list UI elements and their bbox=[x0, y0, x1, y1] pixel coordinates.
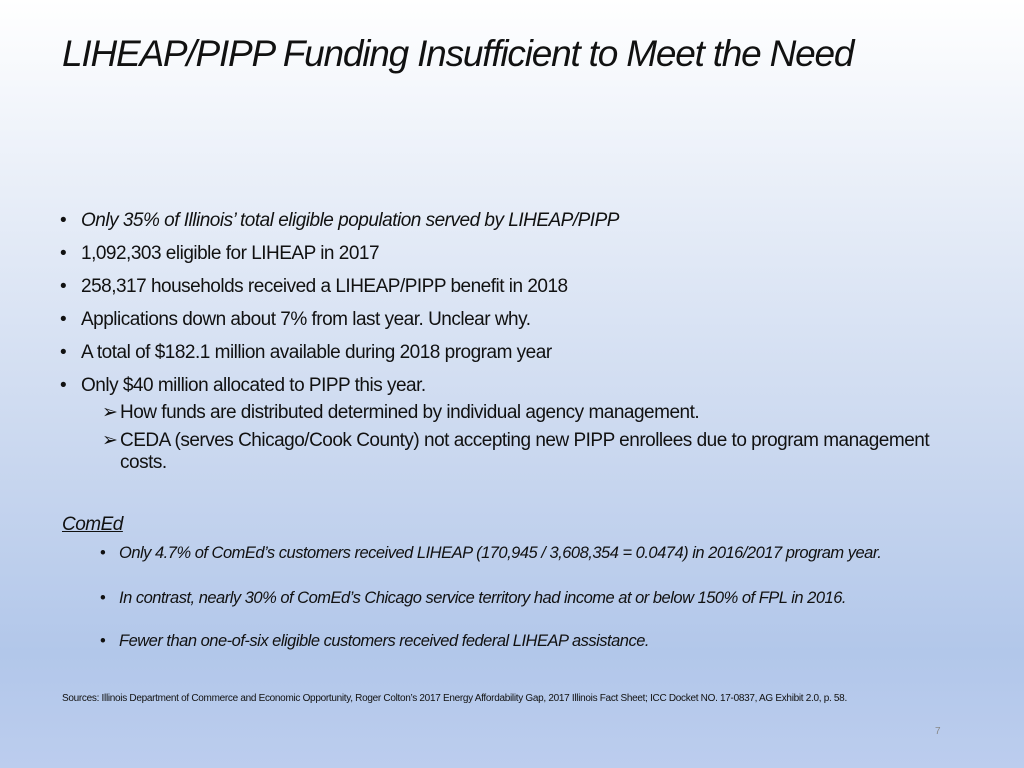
bullet-item bbox=[60, 242, 379, 266]
bullet-text: 258,317 households received a LIHEAP/PIPP benefit in 2018 bbox=[81, 276, 568, 297]
bullet-icon: • bbox=[60, 375, 67, 396]
slide-title: LIHEAP/PIPP Funding Insufficient to Meet the Need bbox=[62, 33, 854, 74]
bullet-text: Only 35% of Illinois’ total eligible population served by LIHEAP/PIPP bbox=[81, 210, 619, 231]
bullet-icon: • bbox=[100, 589, 106, 607]
bullet-text: Only $40 million allocated to PIPP this year. bbox=[81, 375, 426, 396]
bullet-item bbox=[60, 275, 568, 299]
bullet-item bbox=[60, 341, 552, 365]
sources-footnote: Sources: Illinois Department of Commerce and Economic Opportunity, Roger Colton’s 2017 Energy Affordability Gap, 2017 Illinois Fact Sheet; ICC Docket NO. 17-0837, AG Exhibit 2.0, p. 58. bbox=[62, 693, 847, 704]
arrow-bullet-icon: ➢ bbox=[102, 402, 118, 423]
arrow-bullet-icon: ➢ bbox=[102, 430, 118, 451]
bullet-icon: • bbox=[60, 210, 67, 231]
comed-bullet-item bbox=[100, 589, 960, 608]
bullet-text: A total of $182.1 million available during 2018 program year bbox=[81, 342, 552, 363]
bullet-icon: • bbox=[60, 309, 67, 330]
bullet-icon: • bbox=[100, 544, 106, 562]
comed-bullet-text: Fewer than one-of-six eligible customers received federal LIHEAP assistance. bbox=[119, 632, 649, 650]
sub-bullet-text: CEDA (serves Chicago/Cook County) not accepting new PIPP enrollees due to program management costs. bbox=[120, 430, 930, 473]
comed-bullet-item bbox=[100, 632, 960, 651]
bullet-text: Applications down about 7% from last year. Unclear why. bbox=[81, 309, 531, 330]
page-number: 7 bbox=[935, 726, 941, 737]
bullet-icon: • bbox=[60, 342, 67, 363]
bullet-icon: • bbox=[60, 276, 67, 297]
sub-bullet-item bbox=[102, 402, 942, 424]
bullet-item bbox=[60, 209, 619, 233]
bullet-icon: • bbox=[60, 243, 67, 264]
bullet-item bbox=[60, 374, 426, 398]
comed-bullet-text: Only 4.7% of ComEd’s customers received LIHEAP (170,945 / 3,608,354 = 0.0474) in 2016/2017 program year. bbox=[119, 544, 882, 562]
bullet-item bbox=[60, 308, 531, 332]
sub-bullet-item bbox=[102, 430, 942, 474]
comed-bullet-text: In contrast, nearly 30% of ComEd’s Chicago service territory had income at or below 150% of FPL in 2016. bbox=[119, 589, 846, 607]
sub-bullet-text: How funds are distributed determined by individual agency management. bbox=[120, 402, 700, 423]
bullet-text: 1,092,303 eligible for LIHEAP in 2017 bbox=[81, 243, 380, 264]
comed-bullet-item bbox=[100, 544, 960, 563]
comed-heading: ComEd bbox=[62, 514, 123, 535]
bullet-icon: • bbox=[100, 632, 106, 650]
